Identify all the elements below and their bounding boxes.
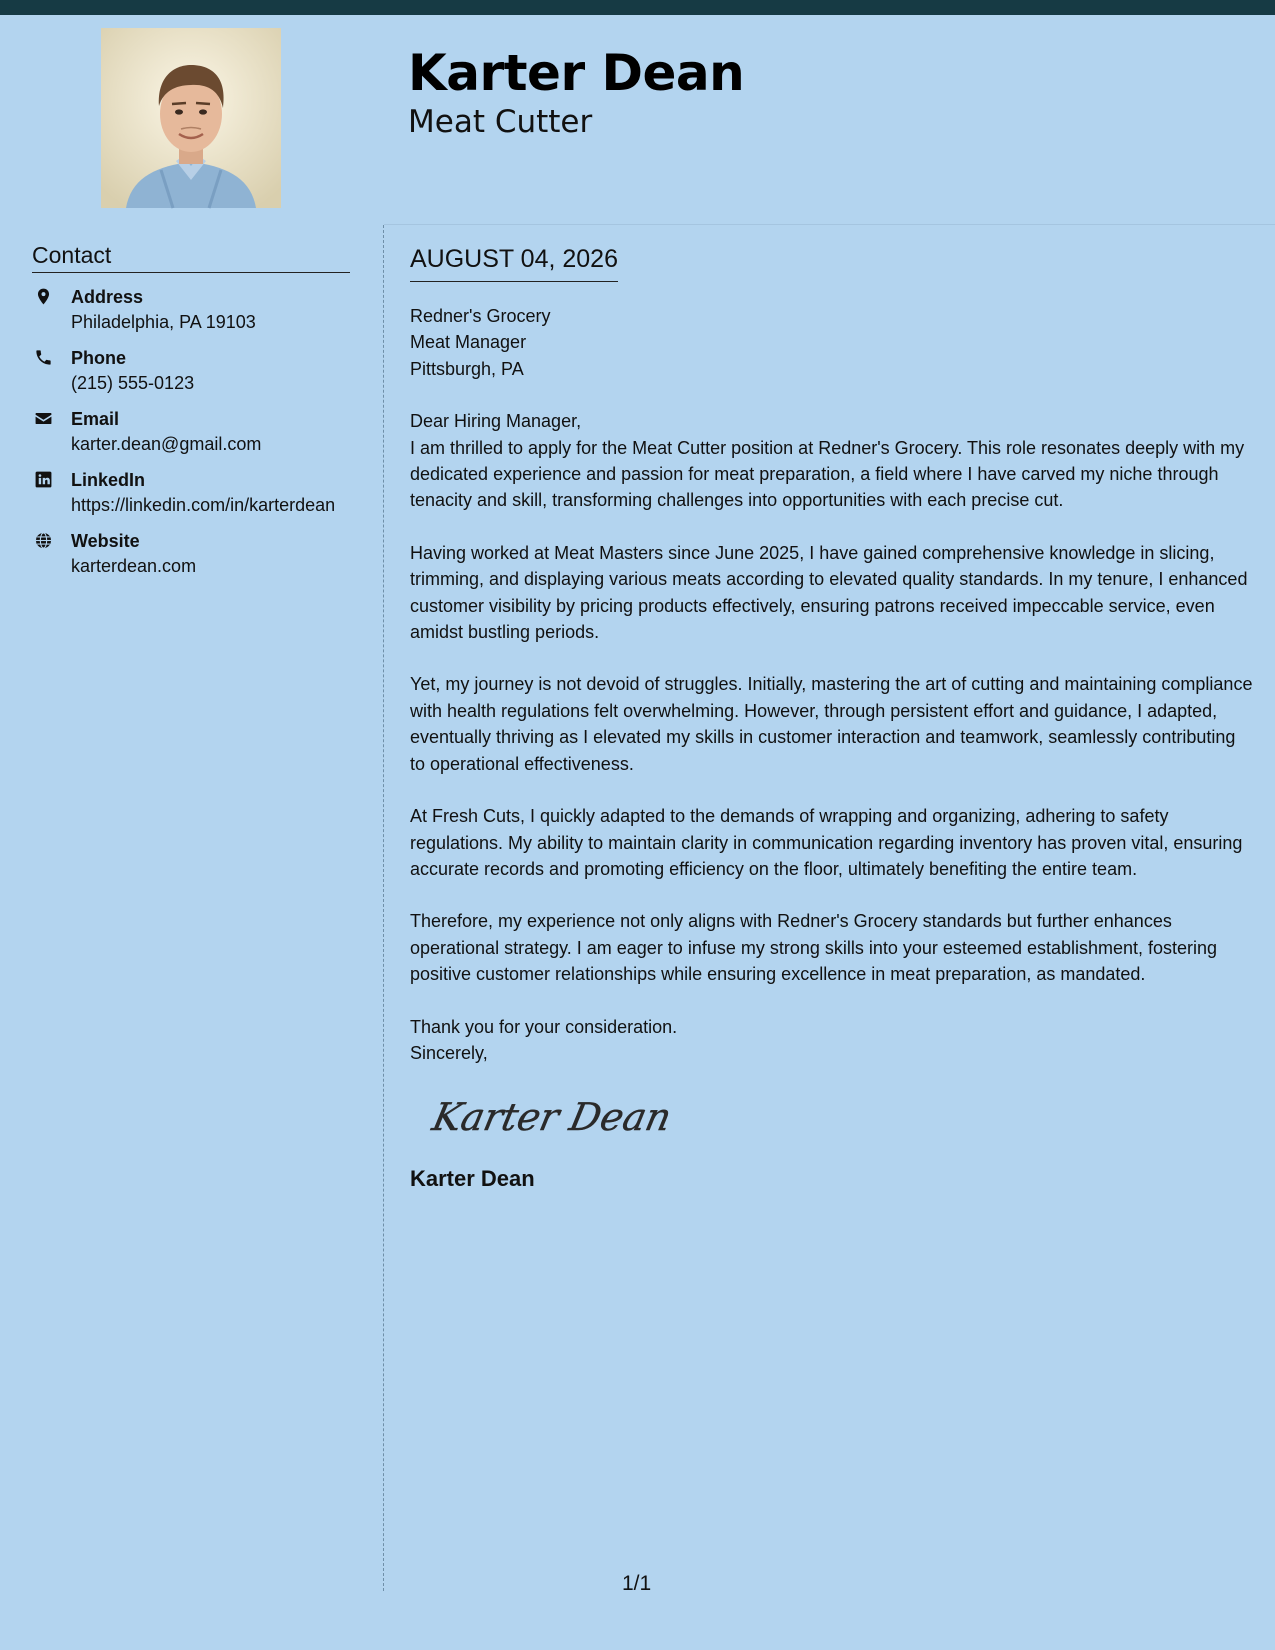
envelope-icon xyxy=(34,409,53,428)
contact-label: Website xyxy=(71,531,140,551)
map-pin-icon xyxy=(34,287,53,306)
globe-icon xyxy=(34,531,53,550)
recipient-block xyxy=(410,303,1255,382)
contact-website xyxy=(32,529,362,579)
recipient-title: Meat Manager xyxy=(410,332,527,353)
page-number: 1/1 xyxy=(622,1572,652,1595)
top-accent-bar xyxy=(0,0,1275,15)
header-divider xyxy=(384,224,1275,225)
letter-paragraph: Having worked at Meat Masters since June 2025, I have gained comprehensive knowledge in slicing, trimming, and displaying various meats according to elevated quality standards. In my tenure, I enhanced customer visibility by pricing products effectively, ensuring patrons received impeccable service, even amidst bustling periods. xyxy=(410,542,1248,643)
thanks-line: Thank you for your consideration. xyxy=(410,1016,678,1037)
linkedin-link[interactable]: https://linkedin.com/in/karterdean xyxy=(71,495,336,515)
signature-text: Karter Dean xyxy=(428,1095,676,1141)
letter-paragraph: I am thrilled to apply for the Meat Cutter position at Redner's Grocery. This role resonates deeply with my dedicated experience and passion for meat preparation, a field where I have carved my niche through tenacity and skill, transforming challenges into opportunities with each precise cut. xyxy=(410,437,1245,511)
contact-label: Email xyxy=(71,409,120,429)
contact-linkedin xyxy=(32,468,362,518)
contact-phone xyxy=(32,346,362,396)
letter-paragraph: At Fresh Cuts, I quickly adapted to the demands of wrapping and organizing, adhering to safety regulations. My ability to maintain clarity in communication regarding inventory has proven vital, ensuring accurate records and promoting efficiency on the floor, ultimately benefiting the entire team. xyxy=(410,806,1243,879)
contact-value: karter.dean@gmail.com xyxy=(71,434,262,454)
letter-paragraph: Yet, my journey is not devoid of struggles. Initially, mastering the art of cutting and maintaining compliance with health regulations felt overwhelming. However, through persistent effort and guidance, I adapted, eventually thriving as I elevated my skills in customer interaction and teamwork, seamlessly contributing to operational effectiveness. xyxy=(410,674,1253,774)
linkedin-icon xyxy=(34,470,53,489)
contact-email xyxy=(32,407,362,457)
website-link[interactable]: karterdean.com xyxy=(71,556,197,576)
contact-label: Address xyxy=(71,287,144,307)
recipient-location: Pittsburgh, PA xyxy=(410,358,524,379)
signer-name: Karter Dean xyxy=(410,1166,535,1192)
contact-value: Philadelphia, PA 19103 xyxy=(71,312,256,332)
contact-heading: Contact xyxy=(32,240,350,273)
contact-label: Phone xyxy=(71,348,127,368)
candidate-name: Karter Dean xyxy=(408,44,745,102)
letter-paragraph: Therefore, my experience not only aligns with Redner's Grocery standards but further enhances operational strategy. I am eager to infuse my strong skills into your esteemed establishment, fostering positive customer relationships while ensuring excellence in meat preparation, as mandated. xyxy=(410,911,1218,985)
closing-line: Sincerely, xyxy=(410,1042,488,1063)
handwritten-signature xyxy=(428,1086,1255,1146)
letter-date: AUGUST 04, 2026 xyxy=(410,243,618,282)
column-divider xyxy=(383,225,384,1591)
letter-body xyxy=(410,303,1255,1194)
contact-value: (215) 555-0123 xyxy=(71,373,195,393)
contact-label: LinkedIn xyxy=(71,470,146,490)
contact-address xyxy=(32,285,362,335)
recipient-company: Redner's Grocery xyxy=(410,306,551,326)
profile-photo xyxy=(101,28,281,208)
candidate-role: Meat Cutter xyxy=(408,104,593,140)
salutation: Dear Hiring Manager, xyxy=(410,411,582,432)
contact-list xyxy=(32,285,362,590)
phone-icon xyxy=(34,348,53,367)
